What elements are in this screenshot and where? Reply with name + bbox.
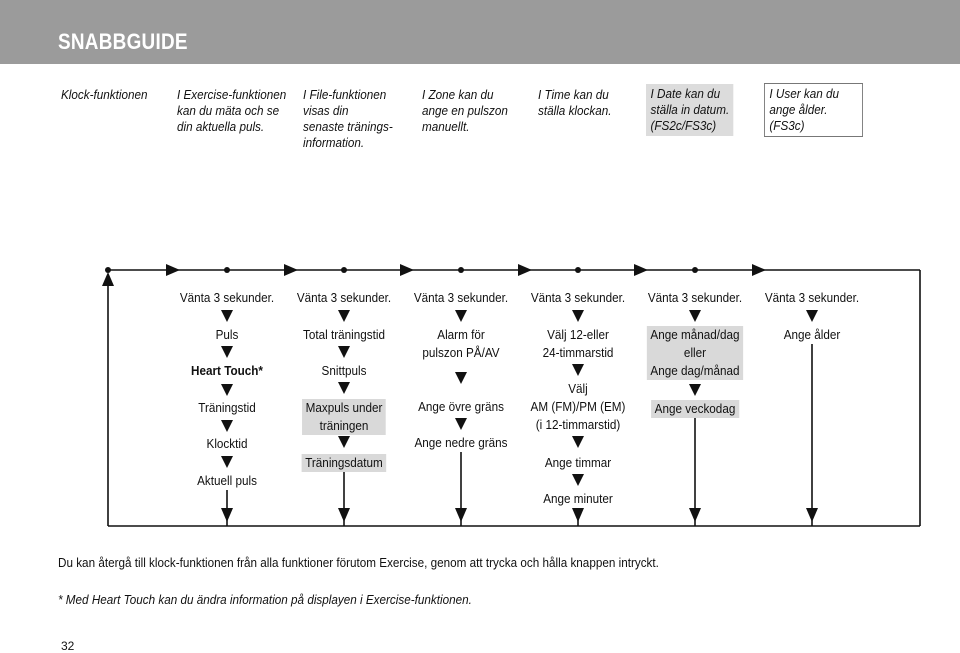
page-number: 32 [61, 639, 75, 653]
caption-user: I User kan du ange ålder. (FS3c) [764, 83, 863, 137]
wait-label-exercise: Vänta 3 sekunder. [179, 290, 275, 305]
exercise-traningstid: Träningstid [198, 400, 256, 415]
exercise-klocktid: Klocktid [206, 436, 248, 451]
time-valj-format: Välj 12-eller 24-timmarstid [542, 327, 614, 360]
footer-footnote: * Med Heart Touch kan du ändra information på displayen i Exercise-funktionen. [58, 592, 472, 607]
wait-label-time: Vänta 3 sekunder. [530, 290, 626, 305]
file-snittpuls: Snittpuls [321, 363, 367, 378]
wait-label-file: Vänta 3 sekunder. [296, 290, 392, 305]
caption-file: I File-funktionen visas din senaste tränings- information. [303, 87, 393, 150]
date-manad-dag: Ange månad/dag eller Ange dag/månad [647, 326, 743, 380]
time-timmar: Ange timmar [544, 455, 612, 470]
caption-time: I Time kan du ställa klockan. [538, 87, 612, 118]
zone-ovre: Ange övre gräns [418, 399, 504, 414]
up-arrow-icon [102, 272, 114, 286]
time-minuter: Ange minuter [543, 491, 613, 506]
page-title: SNABBGUIDE [58, 29, 188, 54]
caption-klock: Klock-funktionen [61, 87, 148, 102]
wait-label-user: Vänta 3 sekunder. [764, 290, 860, 305]
caption-date: I Date kan du ställa in datum. (FS2c/FS3c) [646, 84, 734, 136]
user-alder: Ange ålder [783, 327, 841, 342]
wait-label-zone: Vänta 3 sekunder. [413, 290, 509, 305]
zone-alarm: Alarm för pulszon PÅ/AV [422, 327, 500, 360]
footer-note: Du kan återgå till klock-funktionen från alla funktioner förutom Exercise, genom att trycka och hålla knappen intryckt. [58, 555, 659, 570]
time-valj-ampm: Välj AM (FM)/PM (EM) (i 12-timmarstid) [530, 381, 626, 432]
exercise-heart-touch: Heart Touch* [191, 363, 263, 378]
exercise-aktuell-puls: Aktuell puls [197, 473, 257, 488]
caption-zone: I Zone kan du ange en pulszon manuellt. [422, 87, 508, 134]
wait-label-date: Vänta 3 sekunder. [647, 290, 743, 305]
file-maxpuls: Maxpuls under träningen [302, 399, 386, 435]
file-datum: Träningsdatum [302, 454, 387, 472]
date-veckodag: Ange veckodag [651, 400, 739, 418]
zone-nedre: Ange nedre gräns [414, 435, 508, 450]
exercise-puls: Puls [215, 327, 239, 342]
file-total: Total träningstid [303, 327, 385, 342]
caption-exercise: I Exercise-funktionen kan du mäta och se din aktuella puls. [177, 87, 287, 134]
